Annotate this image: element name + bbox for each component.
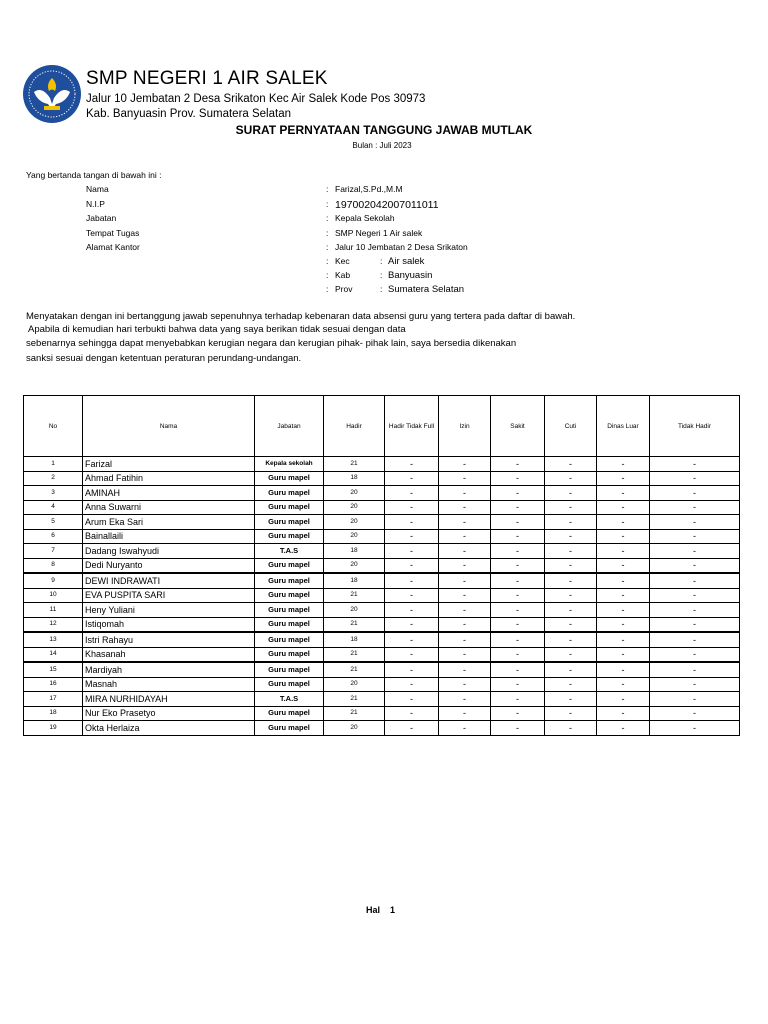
column-header: Cuti bbox=[545, 396, 597, 457]
row-no-cell: 9 bbox=[24, 573, 83, 588]
row-dash-cell: - bbox=[491, 515, 545, 530]
address-detail-colon: : bbox=[326, 270, 329, 280]
identity-label: Alamat Kantor bbox=[86, 242, 140, 252]
table-row bbox=[24, 662, 740, 677]
row-dash-cell: - bbox=[650, 471, 740, 486]
row-dash-cell: - bbox=[650, 721, 740, 736]
row-dash-cell: - bbox=[491, 486, 545, 501]
row-no-cell: 16 bbox=[24, 677, 83, 692]
row-dash-cell: - bbox=[545, 603, 597, 618]
row-no-cell: 8 bbox=[24, 558, 83, 573]
statement-line: Apabila di kemudian hari terbukti bahwa data yang saya berikan tidak sesuai dengan data bbox=[28, 324, 406, 335]
row-dash-cell: - bbox=[491, 573, 545, 588]
row-jabatan-cell: Guru mapel bbox=[255, 647, 324, 662]
row-jabatan-cell: Guru mapel bbox=[255, 662, 324, 677]
row-dash-cell: - bbox=[597, 677, 650, 692]
identity-value: Kepala Sekolah bbox=[335, 213, 395, 223]
row-dash-cell: - bbox=[385, 662, 439, 677]
address-detail-value: Banyuasin bbox=[388, 270, 433, 281]
row-dash-cell: - bbox=[650, 617, 740, 632]
row-dash-cell: - bbox=[597, 515, 650, 530]
row-hadir-cell: 20 bbox=[324, 515, 385, 530]
row-dash-cell: - bbox=[491, 632, 545, 647]
row-hadir-cell: 20 bbox=[324, 500, 385, 515]
row-dash-cell: - bbox=[597, 471, 650, 486]
row-name-cell: Nur Eko Prasetyo bbox=[83, 706, 255, 721]
row-dash-cell: - bbox=[650, 588, 740, 603]
address-detail-value: Sumatera Selatan bbox=[388, 284, 465, 295]
identity-value: Jalur 10 Jembatan 2 Desa Srikaton bbox=[335, 242, 468, 252]
page-number bbox=[366, 905, 395, 915]
column-header: No bbox=[24, 396, 83, 457]
table-row bbox=[24, 677, 740, 692]
page-label: Hal bbox=[366, 905, 381, 915]
row-no-cell: 1 bbox=[24, 457, 83, 472]
table-row bbox=[24, 544, 740, 559]
address-detail-value: Air salek bbox=[388, 256, 425, 267]
school-name: SMP NEGERI 1 AIR SALEK bbox=[86, 68, 328, 89]
row-hadir-cell: 18 bbox=[324, 471, 385, 486]
row-dash-cell: - bbox=[597, 692, 650, 707]
row-dash-cell: - bbox=[439, 647, 491, 662]
address-detail-colon: : bbox=[380, 256, 383, 266]
row-dash-cell: - bbox=[545, 500, 597, 515]
identity-label: Jabatan bbox=[86, 213, 117, 223]
row-hadir-cell: 20 bbox=[324, 529, 385, 544]
row-dash-cell: - bbox=[385, 500, 439, 515]
table-row bbox=[24, 471, 740, 486]
address-detail-label: Prov bbox=[335, 284, 353, 294]
row-name-cell: Okta Herlaiza bbox=[83, 721, 255, 736]
row-dash-cell: - bbox=[597, 588, 650, 603]
row-dash-cell: - bbox=[439, 471, 491, 486]
column-header: Hadir Tidak Full bbox=[385, 396, 439, 457]
row-no-cell: 18 bbox=[24, 706, 83, 721]
statement-line: sanksi sesuai dengan ketentuan peraturan perundang-undangan. bbox=[26, 353, 302, 364]
table-row bbox=[24, 617, 740, 632]
row-hadir-cell: 18 bbox=[324, 632, 385, 647]
row-dash-cell: - bbox=[650, 603, 740, 618]
row-dash-cell: - bbox=[439, 721, 491, 736]
row-dash-cell: - bbox=[491, 544, 545, 559]
row-hadir-cell: 21 bbox=[324, 588, 385, 603]
row-dash-cell: - bbox=[385, 617, 439, 632]
row-dash-cell: - bbox=[597, 632, 650, 647]
row-name-cell: Heny Yuliani bbox=[83, 603, 255, 618]
row-hadir-cell: 21 bbox=[324, 647, 385, 662]
row-hadir-cell: 21 bbox=[324, 457, 385, 472]
row-jabatan-cell: T.A.S bbox=[255, 544, 324, 559]
row-jabatan-cell: Guru mapel bbox=[255, 500, 324, 515]
row-name-cell: Anna Suwarni bbox=[83, 500, 255, 515]
row-dash-cell: - bbox=[439, 603, 491, 618]
row-dash-cell: - bbox=[545, 573, 597, 588]
row-name-cell: Khasanah bbox=[83, 647, 255, 662]
row-jabatan-cell: Guru mapel bbox=[255, 603, 324, 618]
table-row bbox=[24, 706, 740, 721]
row-hadir-cell: 20 bbox=[324, 721, 385, 736]
row-dash-cell: - bbox=[491, 617, 545, 632]
row-dash-cell: - bbox=[545, 692, 597, 707]
row-dash-cell: - bbox=[439, 677, 491, 692]
row-dash-cell: - bbox=[597, 617, 650, 632]
row-dash-cell: - bbox=[491, 677, 545, 692]
row-dash-cell: - bbox=[650, 486, 740, 501]
row-jabatan-cell: Guru mapel bbox=[255, 721, 324, 736]
table-row bbox=[24, 573, 740, 588]
row-dash-cell: - bbox=[385, 706, 439, 721]
row-jabatan-cell: Guru mapel bbox=[255, 677, 324, 692]
row-hadir-cell: 21 bbox=[324, 617, 385, 632]
intro-text: Yang bertanda tangan di bawah ini : bbox=[26, 170, 162, 180]
row-name-cell: EVA PUSPITA SARI bbox=[83, 588, 255, 603]
table-row bbox=[24, 529, 740, 544]
identity-label: N.I.P bbox=[86, 199, 105, 209]
document-title: SURAT PERNYATAAN TANGGUNG JAWAB MUTLAK bbox=[235, 123, 533, 137]
row-dash-cell: - bbox=[439, 486, 491, 501]
row-jabatan-cell: Kepala sekolah bbox=[255, 457, 324, 472]
row-dash-cell: - bbox=[385, 558, 439, 573]
row-dash-cell: - bbox=[439, 662, 491, 677]
row-dash-cell: - bbox=[545, 486, 597, 501]
row-dash-cell: - bbox=[545, 515, 597, 530]
page-number-value: 1 bbox=[390, 905, 396, 915]
table-row bbox=[24, 500, 740, 515]
row-no-cell: 13 bbox=[24, 632, 83, 647]
row-name-cell: Istri Rahayu bbox=[83, 632, 255, 647]
row-dash-cell: - bbox=[597, 573, 650, 588]
row-no-cell: 12 bbox=[24, 617, 83, 632]
row-name-cell: AMINAH bbox=[83, 486, 255, 501]
row-dash-cell: - bbox=[385, 471, 439, 486]
identity-colon: : bbox=[326, 228, 329, 238]
row-jabatan-cell: Guru mapel bbox=[255, 471, 324, 486]
address-detail-label: Kab bbox=[335, 270, 351, 280]
row-dash-cell: - bbox=[650, 529, 740, 544]
table-row bbox=[24, 721, 740, 736]
table-row bbox=[24, 603, 740, 618]
row-dash-cell: - bbox=[650, 677, 740, 692]
row-dash-cell: - bbox=[439, 544, 491, 559]
table-row bbox=[24, 486, 740, 501]
row-no-cell: 7 bbox=[24, 544, 83, 559]
row-dash-cell: - bbox=[650, 706, 740, 721]
statement-line: Menyatakan dengan ini bertanggung jawab sepenuhnya terhadap kebenaran data absensi guru yang tertera pada daftar di bawah. bbox=[26, 311, 576, 322]
row-no-cell: 10 bbox=[24, 588, 83, 603]
row-dash-cell: - bbox=[385, 457, 439, 472]
row-dash-cell: - bbox=[439, 457, 491, 472]
row-dash-cell: - bbox=[491, 692, 545, 707]
row-hadir-cell: 20 bbox=[324, 558, 385, 573]
row-hadir-cell: 20 bbox=[324, 677, 385, 692]
row-no-cell: 4 bbox=[24, 500, 83, 515]
attendance-table bbox=[23, 395, 740, 736]
table-row bbox=[24, 588, 740, 603]
row-dash-cell: - bbox=[545, 706, 597, 721]
row-dash-cell: - bbox=[439, 515, 491, 530]
row-dash-cell: - bbox=[545, 558, 597, 573]
row-dash-cell: - bbox=[650, 515, 740, 530]
row-dash-cell: - bbox=[439, 500, 491, 515]
row-name-cell: Mardiyah bbox=[83, 662, 255, 677]
address-detail-colon: : bbox=[326, 284, 329, 294]
statement-line: sebenarnya sehingga dapat menyebabkan kerugian negara dan kerugian pihak- pihak lain, saya bersedia dikenakan bbox=[26, 338, 517, 349]
row-dash-cell: - bbox=[491, 603, 545, 618]
row-hadir-cell: 18 bbox=[324, 544, 385, 559]
row-dash-cell: - bbox=[545, 544, 597, 559]
identity-label: Tempat Tugas bbox=[86, 228, 140, 238]
row-dash-cell: - bbox=[650, 647, 740, 662]
row-dash-cell: - bbox=[597, 603, 650, 618]
table-row bbox=[24, 558, 740, 573]
column-header: Dinas Luar bbox=[597, 396, 650, 457]
column-header: Jabatan bbox=[255, 396, 324, 457]
row-dash-cell: - bbox=[597, 486, 650, 501]
row-dash-cell: - bbox=[545, 529, 597, 544]
row-dash-cell: - bbox=[491, 529, 545, 544]
table-body bbox=[24, 457, 740, 736]
row-name-cell: Arum Eka Sari bbox=[83, 515, 255, 530]
address-detail-label: Kec bbox=[335, 256, 350, 266]
row-dash-cell: - bbox=[491, 500, 545, 515]
row-dash-cell: - bbox=[597, 662, 650, 677]
document-month: Bulan : Juli 2023 bbox=[352, 141, 412, 150]
column-header: Sakit bbox=[491, 396, 545, 457]
row-dash-cell: - bbox=[545, 588, 597, 603]
row-hadir-cell: 21 bbox=[324, 692, 385, 707]
column-header: Hadir bbox=[324, 396, 385, 457]
row-jabatan-cell: T.A.S bbox=[255, 692, 324, 707]
row-dash-cell: - bbox=[545, 632, 597, 647]
row-name-cell: Masnah bbox=[83, 677, 255, 692]
row-dash-cell: - bbox=[439, 632, 491, 647]
table-header-row bbox=[24, 396, 740, 457]
row-no-cell: 3 bbox=[24, 486, 83, 501]
address-detail-colon: : bbox=[326, 256, 329, 266]
tut-wuri-handayani-logo-icon bbox=[22, 64, 82, 124]
row-name-cell: Dedi Nuryanto bbox=[83, 558, 255, 573]
row-dash-cell: - bbox=[385, 486, 439, 501]
row-no-cell: 19 bbox=[24, 721, 83, 736]
row-jabatan-cell: Guru mapel bbox=[255, 529, 324, 544]
row-hadir-cell: 21 bbox=[324, 706, 385, 721]
column-header: Tidak Hadir bbox=[650, 396, 740, 457]
row-dash-cell: - bbox=[597, 529, 650, 544]
identity-colon: : bbox=[326, 242, 329, 252]
row-dash-cell: - bbox=[385, 588, 439, 603]
identity-colon: : bbox=[326, 199, 329, 209]
row-dash-cell: - bbox=[597, 558, 650, 573]
row-dash-cell: - bbox=[385, 721, 439, 736]
row-name-cell: Istiqomah bbox=[83, 617, 255, 632]
row-dash-cell: - bbox=[491, 706, 545, 721]
row-dash-cell: - bbox=[650, 573, 740, 588]
row-dash-cell: - bbox=[385, 677, 439, 692]
row-name-cell: Dadang Iswahyudi bbox=[83, 544, 255, 559]
row-dash-cell: - bbox=[439, 588, 491, 603]
row-dash-cell: - bbox=[650, 558, 740, 573]
row-hadir-cell: 20 bbox=[324, 603, 385, 618]
row-dash-cell: - bbox=[650, 457, 740, 472]
identity-label: Nama bbox=[86, 184, 109, 194]
row-dash-cell: - bbox=[597, 721, 650, 736]
row-dash-cell: - bbox=[597, 647, 650, 662]
row-name-cell: Ahmad Fatihin bbox=[83, 471, 255, 486]
row-hadir-cell: 21 bbox=[324, 662, 385, 677]
row-jabatan-cell: Guru mapel bbox=[255, 486, 324, 501]
row-dash-cell: - bbox=[385, 603, 439, 618]
row-dash-cell: - bbox=[439, 692, 491, 707]
row-dash-cell: - bbox=[597, 500, 650, 515]
school-address-line2: Kab. Banyuasin Prov. Sumatera Selatan bbox=[86, 108, 291, 120]
row-no-cell: 15 bbox=[24, 662, 83, 677]
row-dash-cell: - bbox=[597, 706, 650, 721]
row-dash-cell: - bbox=[545, 721, 597, 736]
row-dash-cell: - bbox=[650, 692, 740, 707]
row-dash-cell: - bbox=[439, 617, 491, 632]
row-dash-cell: - bbox=[491, 662, 545, 677]
row-dash-cell: - bbox=[439, 529, 491, 544]
row-hadir-cell: 18 bbox=[324, 573, 385, 588]
school-address-line1: Jalur 10 Jembatan 2 Desa Srikaton Kec Air Salek Kode Pos 30973 bbox=[86, 93, 426, 105]
row-jabatan-cell: Guru mapel bbox=[255, 573, 324, 588]
row-jabatan-cell: Guru mapel bbox=[255, 588, 324, 603]
row-name-cell: Farizal bbox=[83, 457, 255, 472]
address-detail-colon: : bbox=[380, 270, 383, 280]
row-dash-cell: - bbox=[385, 573, 439, 588]
row-no-cell: 11 bbox=[24, 603, 83, 618]
row-no-cell: 5 bbox=[24, 515, 83, 530]
row-dash-cell: - bbox=[650, 544, 740, 559]
row-dash-cell: - bbox=[650, 500, 740, 515]
identity-value: 197002042007011011 bbox=[335, 199, 439, 211]
row-dash-cell: - bbox=[545, 617, 597, 632]
identity-value: SMP Negeri 1 Air salek bbox=[335, 228, 423, 238]
row-dash-cell: - bbox=[650, 662, 740, 677]
row-jabatan-cell: Guru mapel bbox=[255, 558, 324, 573]
column-header: Izin bbox=[439, 396, 491, 457]
row-dash-cell: - bbox=[545, 471, 597, 486]
row-dash-cell: - bbox=[439, 573, 491, 588]
address-detail-colon: : bbox=[380, 284, 383, 294]
row-dash-cell: - bbox=[650, 632, 740, 647]
row-dash-cell: - bbox=[385, 632, 439, 647]
row-name-cell: DEWI INDRAWATI bbox=[83, 573, 255, 588]
row-jabatan-cell: Guru mapel bbox=[255, 706, 324, 721]
row-dash-cell: - bbox=[385, 692, 439, 707]
row-dash-cell: - bbox=[545, 647, 597, 662]
table-row bbox=[24, 457, 740, 472]
table-row bbox=[24, 632, 740, 647]
row-dash-cell: - bbox=[597, 544, 650, 559]
identity-colon: : bbox=[326, 184, 329, 194]
row-dash-cell: - bbox=[385, 515, 439, 530]
row-dash-cell: - bbox=[385, 529, 439, 544]
table-row bbox=[24, 647, 740, 662]
row-jabatan-cell: Guru mapel bbox=[255, 632, 324, 647]
table-row bbox=[24, 692, 740, 707]
row-no-cell: 14 bbox=[24, 647, 83, 662]
row-dash-cell: - bbox=[491, 471, 545, 486]
row-dash-cell: - bbox=[385, 647, 439, 662]
row-dash-cell: - bbox=[491, 721, 545, 736]
identity-colon: : bbox=[326, 213, 329, 223]
row-no-cell: 17 bbox=[24, 692, 83, 707]
row-hadir-cell: 20 bbox=[324, 486, 385, 501]
row-name-cell: Bainallaili bbox=[83, 529, 255, 544]
row-dash-cell: - bbox=[439, 558, 491, 573]
identity-value: Farizal,S.Pd.,M.M bbox=[335, 184, 403, 194]
row-dash-cell: - bbox=[597, 457, 650, 472]
row-dash-cell: - bbox=[491, 457, 545, 472]
row-dash-cell: - bbox=[545, 457, 597, 472]
row-jabatan-cell: Guru mapel bbox=[255, 515, 324, 530]
row-no-cell: 6 bbox=[24, 529, 83, 544]
row-dash-cell: - bbox=[439, 706, 491, 721]
row-jabatan-cell: Guru mapel bbox=[255, 617, 324, 632]
row-dash-cell: - bbox=[545, 677, 597, 692]
column-header: Nama bbox=[83, 396, 255, 457]
row-dash-cell: - bbox=[545, 662, 597, 677]
table-row bbox=[24, 515, 740, 530]
row-name-cell: MIRA NURHIDAYAH bbox=[83, 692, 255, 707]
row-no-cell: 2 bbox=[24, 471, 83, 486]
row-dash-cell: - bbox=[491, 558, 545, 573]
row-dash-cell: - bbox=[491, 647, 545, 662]
row-dash-cell: - bbox=[491, 588, 545, 603]
row-dash-cell: - bbox=[385, 544, 439, 559]
